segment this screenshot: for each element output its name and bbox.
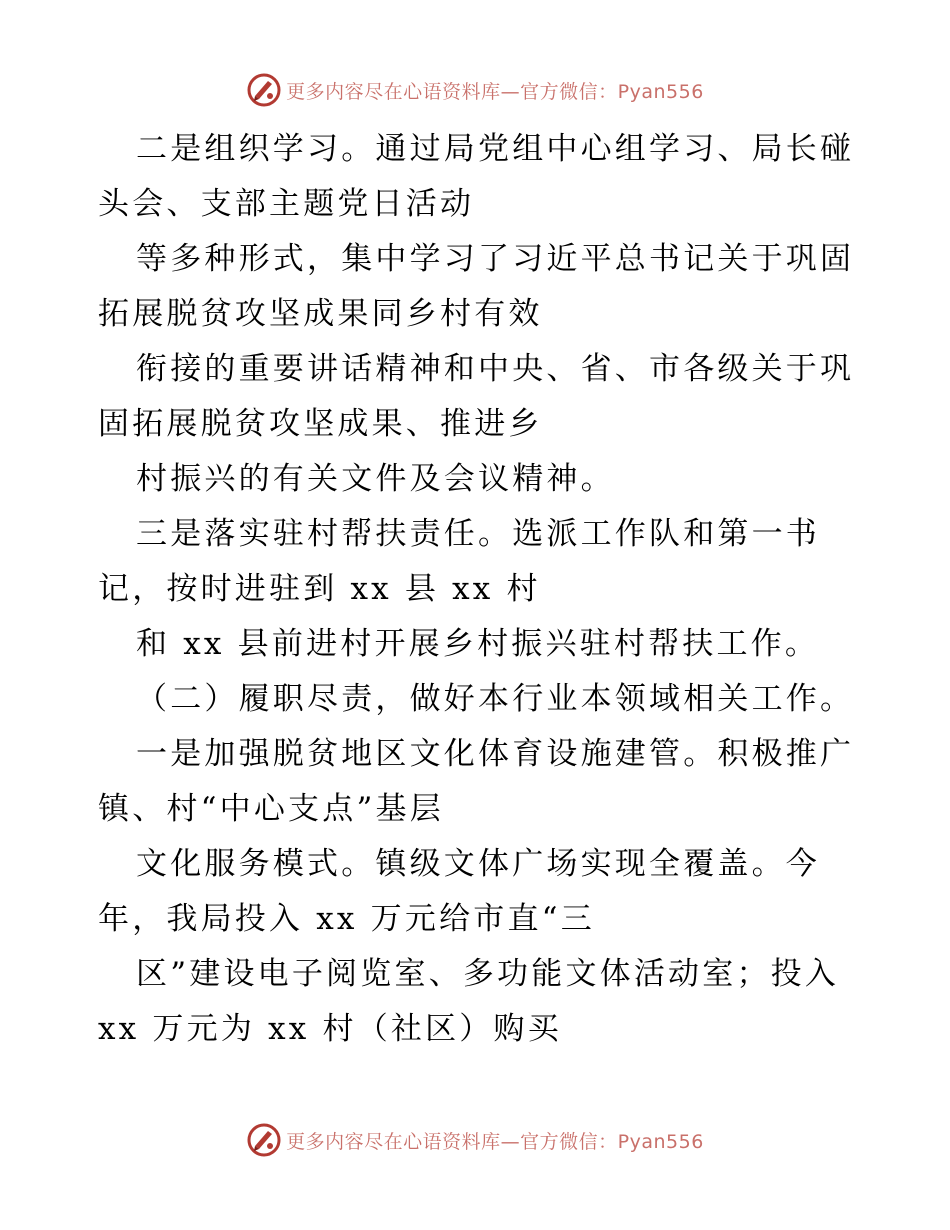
text-line: 记，按时进驻到 xx 县 xx 村: [98, 571, 541, 607]
text-line: 二是组织学习。通过局党组中心组学习、局长碰: [136, 131, 855, 167]
book-pen-icon: [246, 1122, 282, 1158]
watermark-text: 更多内容尽在心语资料库—官方微信：Pyan556: [286, 80, 704, 103]
book-pen-icon: [246, 72, 282, 108]
header-watermark: [0, 70, 950, 110]
text-line: 村振兴的有关文件及会议精神。: [136, 461, 615, 497]
text-line: 等多种形式，集中学习了习近平总书记关于巩固: [136, 241, 855, 277]
text-line: 头会、支部主题党日活动: [98, 186, 475, 222]
text-line: 和 xx 县前进村开展乡村振兴驻村帮扶工作。: [136, 626, 820, 662]
text-line: 文化服务模式。镇级文体广场实现全覆盖。今: [136, 846, 820, 882]
text-line: （二）履职尽责，做好本行业本领域相关工作。: [136, 681, 855, 717]
text-line: 年，我局投入 xx 万元给市直“三: [98, 901, 595, 937]
text-line: 固拓展脱贫攻坚成果、推进乡: [98, 406, 543, 442]
text-line: 拓展脱贫攻坚成果同乡村有效: [98, 296, 543, 332]
text-line: 三是落实驻村帮扶责任。选派工作队和第一书: [136, 516, 820, 552]
footer-watermark: [0, 1120, 950, 1160]
text-line: 镇、村“中心支点”基层: [98, 791, 444, 827]
text-line: 一是加强脱贫地区文化体育设施建管。积极推广: [136, 736, 855, 772]
text-line: 区”建设电子阅览室、多功能文体活动室；投入: [136, 956, 840, 992]
watermark-text: 更多内容尽在心语资料库—官方微信：Pyan556: [286, 1130, 704, 1153]
document-body: [98, 122, 858, 1057]
text-line: 衔接的重要讲话精神和中央、省、市各级关于巩: [136, 351, 855, 387]
text-line: xx 万元为 xx 村（社区）购买: [98, 1011, 562, 1047]
